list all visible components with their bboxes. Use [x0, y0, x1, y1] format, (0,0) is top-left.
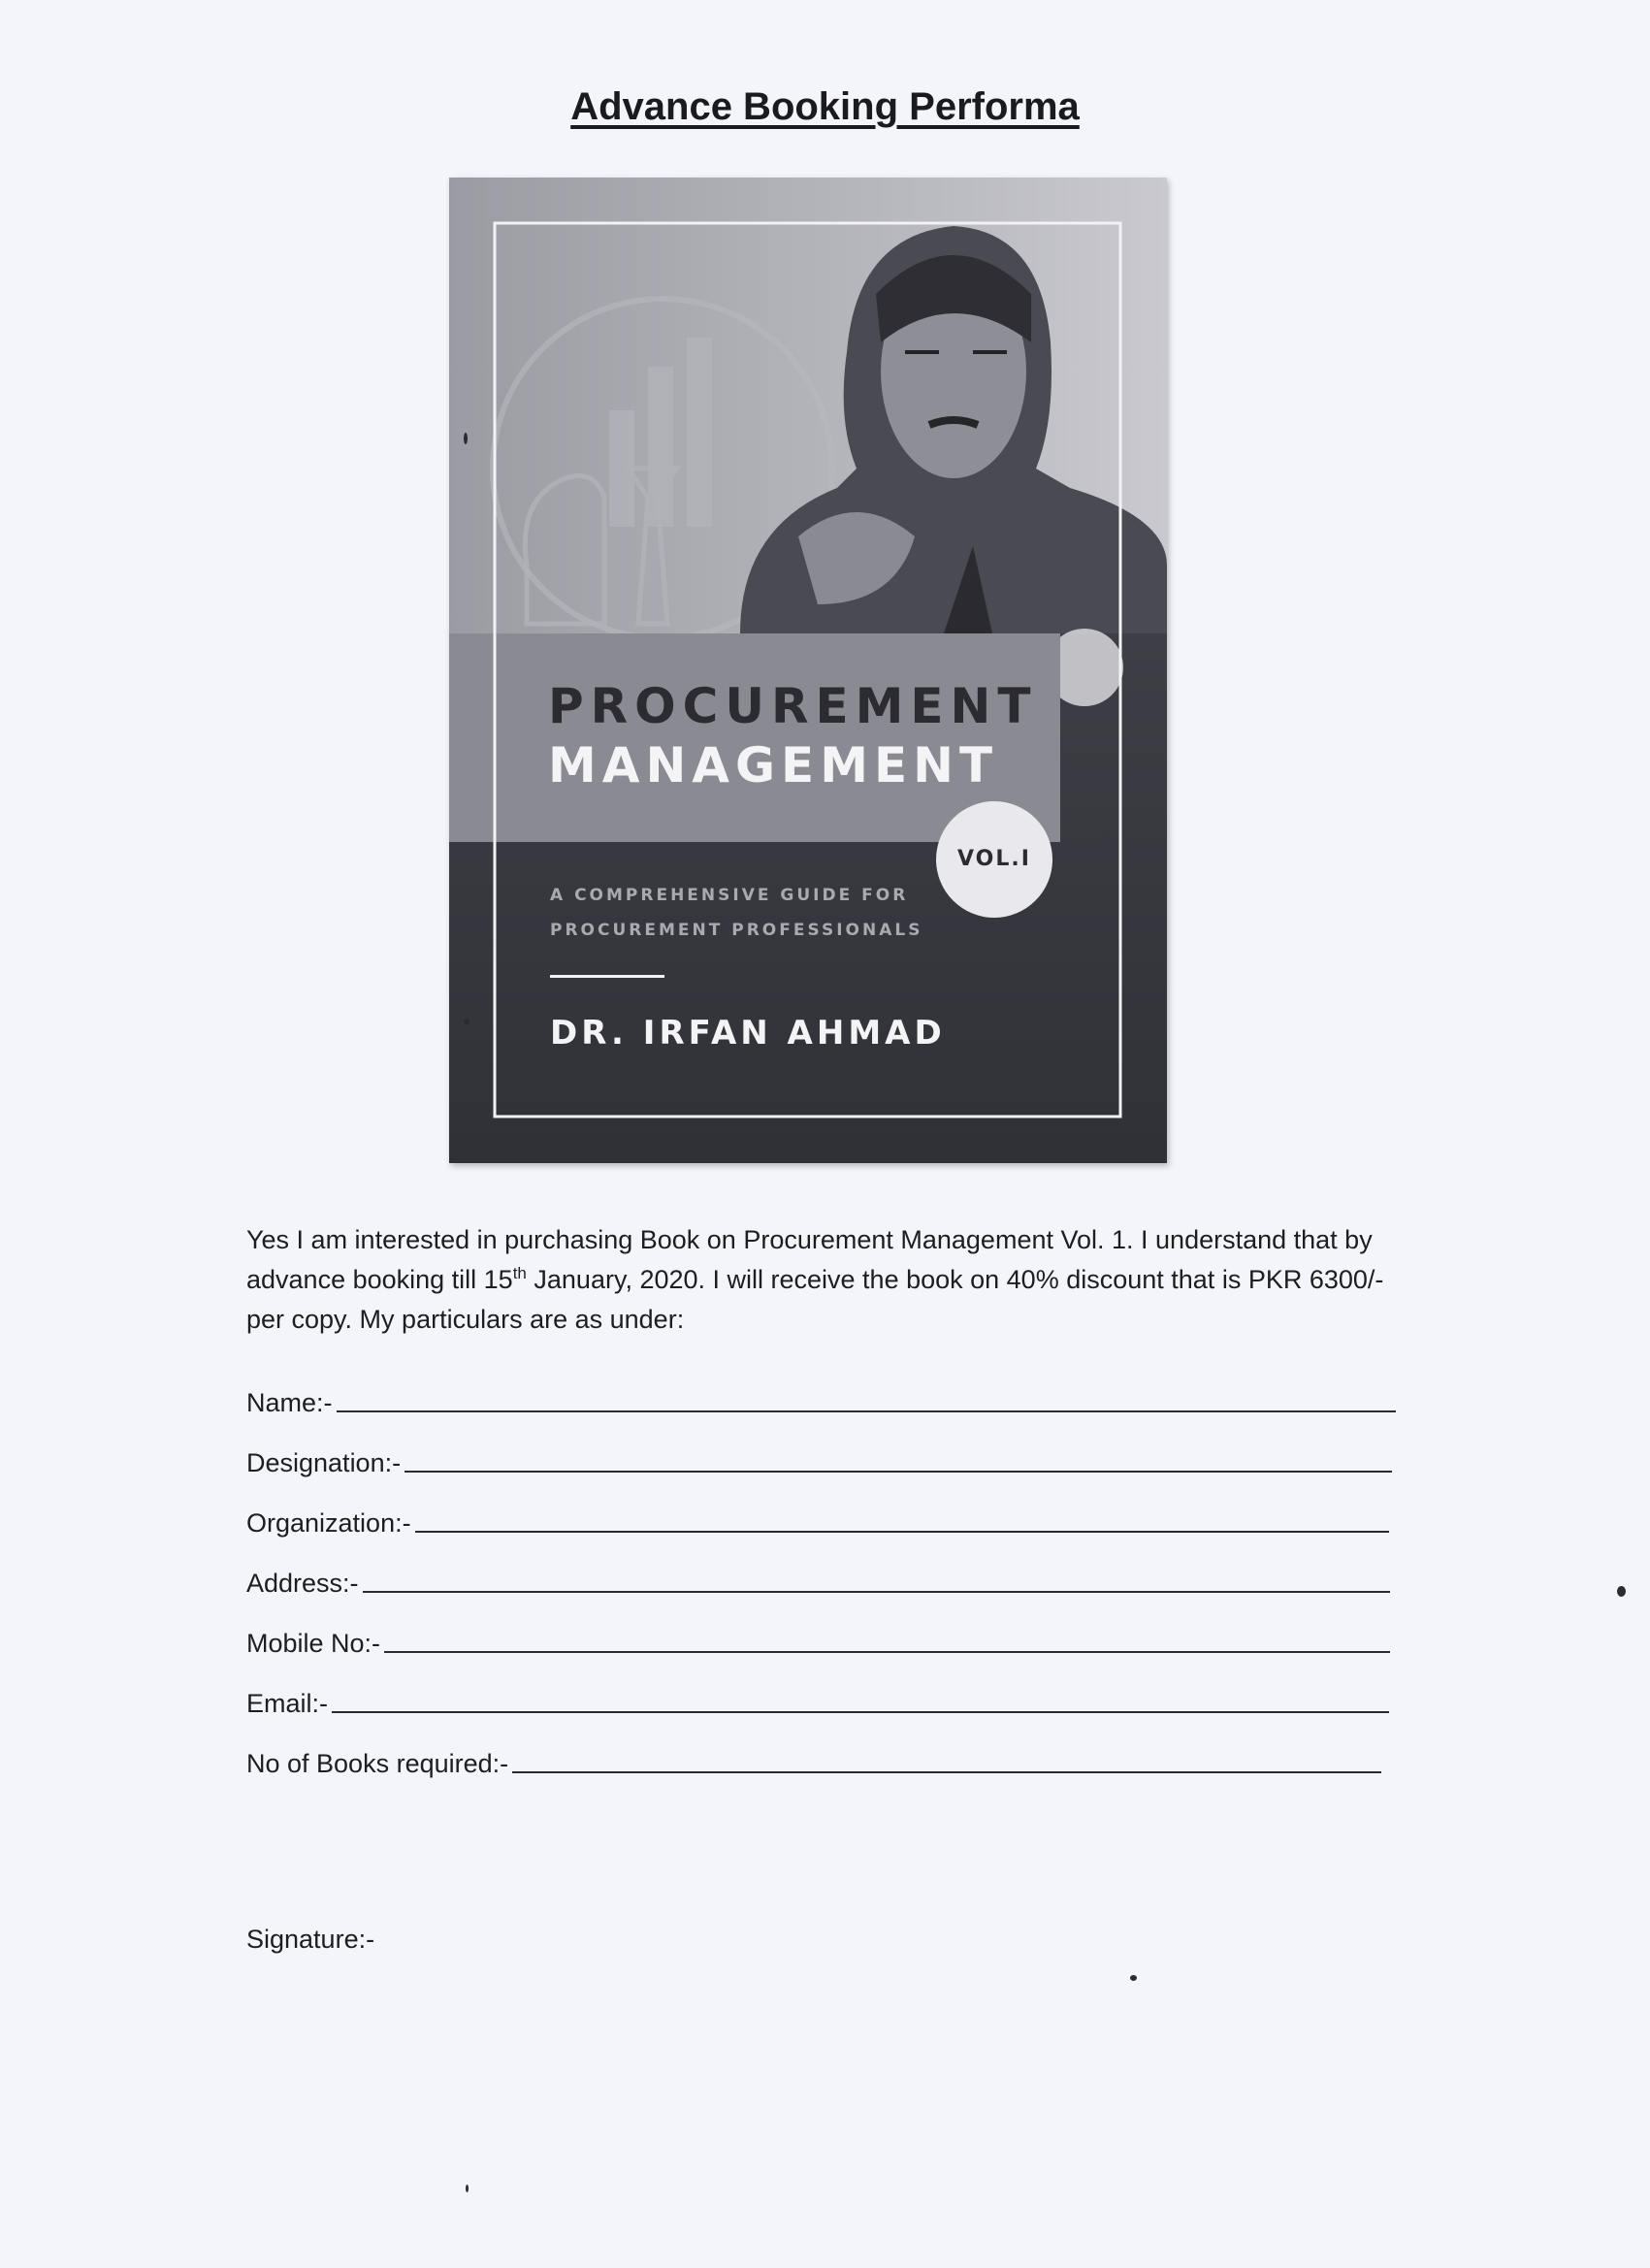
- cover-title-line1: PROCUREMENT: [548, 678, 1038, 734]
- designation-field[interactable]: [246, 1440, 1392, 1478]
- cover-title-line2: MANAGEMENT: [548, 737, 999, 794]
- address-field[interactable]: [246, 1560, 1390, 1599]
- intro-text-part1: Yes I am interested in purchasing Book on Procurement Management Vol. 1. I understand that by advance booking till 15: [246, 1225, 1373, 1294]
- organization-line[interactable]: [415, 1531, 1389, 1533]
- address-line[interactable]: [363, 1591, 1390, 1593]
- cover-subtitle-line1: A COMPREHENSIVE GUIDE FOR: [550, 886, 909, 905]
- email-label: Email:-: [246, 1689, 329, 1718]
- designation-line[interactable]: [404, 1471, 1392, 1473]
- scan-speck: [464, 433, 468, 444]
- email-line[interactable]: [332, 1711, 1389, 1713]
- organization-label: Organization:-: [246, 1508, 411, 1538]
- intro-paragraph: [246, 1220, 1410, 1340]
- scan-speck: [464, 1019, 469, 1024]
- books-required-label: No of Books required:-: [246, 1749, 509, 1778]
- designation-label: Designation:-: [246, 1448, 402, 1477]
- scan-speck: [1130, 1975, 1137, 1981]
- name-label: Name:-: [246, 1388, 333, 1417]
- scan-speck: [466, 2185, 469, 2192]
- intro-text-part2: January, 2020. I will receive the book on 40% discount that is PKR 6300/- per copy. My particulars are as under:: [246, 1265, 1384, 1334]
- page-title: Advance Booking Performa: [570, 85, 1080, 128]
- organization-field[interactable]: [246, 1500, 1389, 1539]
- cover-author: DR. IRFAN AHMAD: [550, 1014, 946, 1053]
- cover-subtitle-line2: PROCUREMENT PROFESSIONALS: [550, 921, 923, 940]
- books-required-line[interactable]: [512, 1771, 1381, 1773]
- cover-volume-badge: VOL.I: [957, 847, 1031, 871]
- books-required-field[interactable]: [246, 1740, 1381, 1779]
- name-field[interactable]: [246, 1379, 1396, 1418]
- mobile-label: Mobile No:-: [246, 1629, 381, 1658]
- address-label: Address:-: [246, 1569, 359, 1598]
- scan-speck: [1617, 1586, 1626, 1597]
- intro-superscript: th: [512, 1264, 527, 1282]
- email-field[interactable]: [246, 1680, 1389, 1719]
- mobile-field[interactable]: [246, 1620, 1390, 1659]
- mobile-line[interactable]: [384, 1651, 1390, 1653]
- name-line[interactable]: [337, 1410, 1396, 1412]
- signature-label: Signature:-: [246, 1925, 375, 1954]
- book-cover: [449, 178, 1167, 1163]
